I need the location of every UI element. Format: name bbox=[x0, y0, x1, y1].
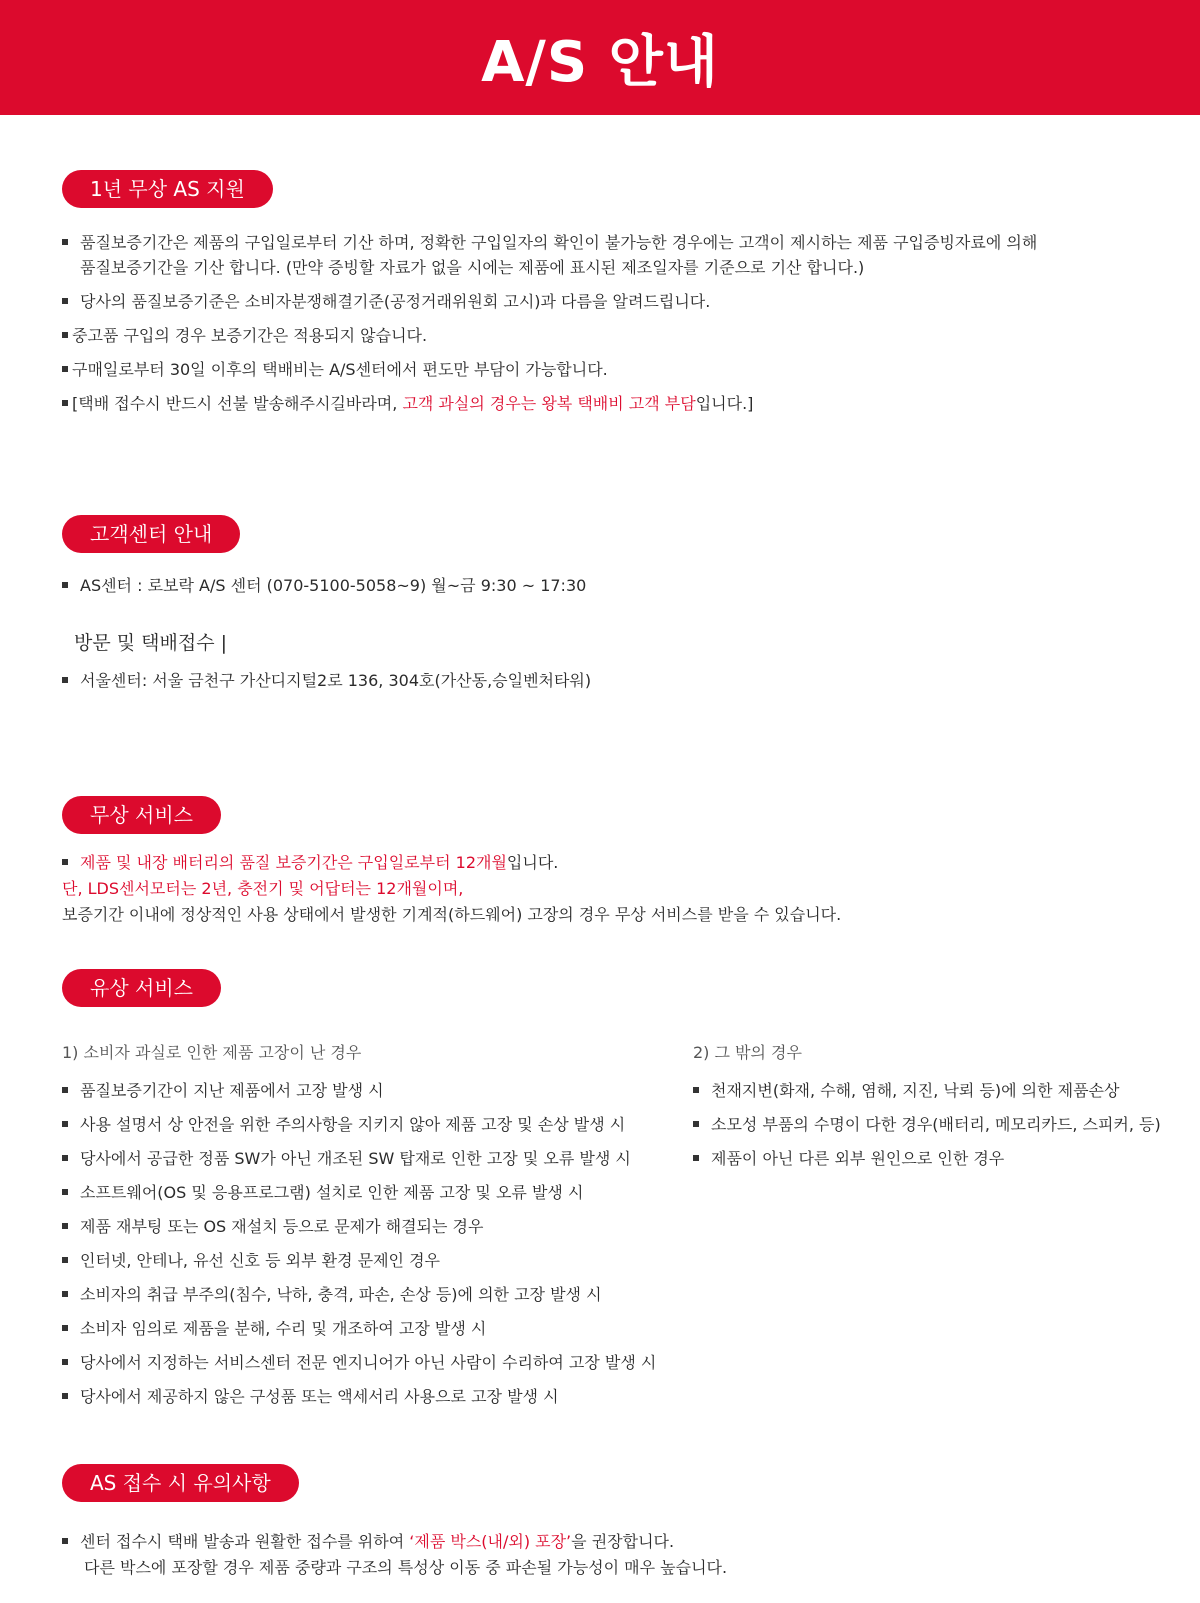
free-line-1: 제품 및 내장 배터리의 품질 보증기간은 구입일로부터 12개월입니다. bbox=[62, 850, 558, 875]
list-item-continuation: 품질보증기간을 기산 합니다. (만약 증빙할 자료가 없을 시에는 제품에 표시된 제조일자를 기준으로 기산 합니다.) bbox=[80, 258, 865, 277]
section-label-notice: AS 접수 시 유의사항 bbox=[62, 1464, 299, 1502]
bullet-icon bbox=[62, 1291, 68, 1297]
bullet-icon bbox=[62, 582, 68, 588]
bullet-icon bbox=[62, 400, 68, 406]
bullet-icon bbox=[693, 1087, 699, 1093]
bullet-icon bbox=[62, 1155, 68, 1161]
list-item: 구매일로부터 30일 이후의 택배비는 A/S센터에서 편도만 부담이 가능합니다. bbox=[62, 357, 608, 382]
notice-line-2: 다른 박스에 포장할 경우 제품 중량과 구조의 특성상 이동 중 파손될 가능성이 매우 높습니다. bbox=[84, 1558, 728, 1577]
section-label-paid: 유상 서비스 bbox=[62, 969, 221, 1007]
list-item: 품질보증기간은 제품의 구입일로부터 기산 하며, 정확한 구입일자의 확인이 불가능한 경우에는 고객이 제시하는 제품 구입증빙자료에 의해 bbox=[62, 230, 1037, 255]
list-item: 소비자 임의로 제품을 분해, 수리 및 개조하여 고장 발생 시 bbox=[62, 1316, 486, 1341]
bullet-icon bbox=[693, 1155, 699, 1161]
list-item: 중고품 구입의 경우 보증기간은 적용되지 않습니다. bbox=[62, 323, 427, 348]
list-item: 소프트웨어(OS 및 응용프로그램) 설치로 인한 제품 고장 및 오류 발생 시 bbox=[62, 1180, 583, 1205]
paid-col1-title: 1) 소비자 과실로 인한 제품 고장이 난 경우 bbox=[62, 1043, 362, 1062]
list-item: [택배 접수시 반드시 선불 발송해주시길바라며, 고객 과실의 경우는 왕복 택배비 고객 부담입니다.] bbox=[62, 391, 753, 416]
list-item: 당사에서 지정하는 서비스센터 전문 엔지니어가 아닌 사람이 수리하여 고장 발생 시 bbox=[62, 1350, 656, 1375]
bullet-icon bbox=[62, 366, 68, 372]
bullet-icon bbox=[62, 332, 68, 338]
paid-col2-title: 2) 그 밖의 경우 bbox=[693, 1043, 802, 1062]
list-item-seoul-center: 서울센터: 서울 금천구 가산디지털2로 136, 304호(가산동,승일벤처타워) bbox=[62, 668, 591, 693]
notice-line-1: 센터 접수시 택배 발송과 원활한 접수를 위하여 ‘제품 박스(내/외) 포장’을 권장합니다. bbox=[62, 1529, 674, 1554]
title-banner bbox=[0, 0, 1200, 115]
bullet-icon bbox=[62, 1359, 68, 1365]
list-item: 인터넷, 안테나, 유선 신호 등 외부 환경 문제인 경우 bbox=[62, 1248, 440, 1273]
list-item: 제품이 아닌 다른 외부 원인으로 인한 경우 bbox=[693, 1146, 1004, 1171]
bullet-icon bbox=[62, 1538, 68, 1544]
list-item: 당사에서 제공하지 않은 구성품 또는 액세서리 사용으로 고장 발생 시 bbox=[62, 1384, 559, 1409]
section-label-free: 무상 서비스 bbox=[62, 796, 221, 834]
free-line-3: 보증기간 이내에 정상적인 사용 상태에서 발생한 기계적(하드웨어) 고장의 경우 무상 서비스를 받을 수 있습니다. bbox=[62, 905, 842, 924]
list-item-as-center: AS센터 : 로보락 A/S 센터 (070-5100-5058~9) 월~금 9:30 ~ 17:30 bbox=[62, 573, 586, 598]
section-label-warranty: 1년 무상 AS 지원 bbox=[62, 170, 273, 208]
page-title: A/S 안내 bbox=[481, 29, 719, 95]
list-item: 당사에서 공급한 정품 SW가 아닌 개조된 SW 탑재로 인한 고장 및 오류 발생 시 bbox=[62, 1146, 631, 1171]
bullet-icon bbox=[62, 1121, 68, 1127]
visit-label: 방문 및 택배접수 | bbox=[74, 632, 227, 654]
bullet-icon bbox=[62, 1393, 68, 1399]
bullet-icon bbox=[62, 1325, 68, 1331]
bullet-icon bbox=[62, 298, 68, 304]
bullet-icon bbox=[62, 1223, 68, 1229]
list-item: 소모성 부품의 수명이 다한 경우(배터리, 메모리카드, 스피커, 등) bbox=[693, 1112, 1161, 1137]
bullet-icon bbox=[62, 1189, 68, 1195]
bullet-icon bbox=[62, 1257, 68, 1263]
list-item: 사용 설명서 상 안전을 위한 주의사항을 지키지 않아 제품 고장 및 손상 발생 시 bbox=[62, 1112, 625, 1137]
list-item: 품질보증기간이 지난 제품에서 고장 발생 시 bbox=[62, 1078, 384, 1103]
free-line-2: 단, LDS센서모터는 2년, 충전기 및 어답터는 12개월이며, bbox=[62, 879, 464, 898]
list-item: 제품 재부팅 또는 OS 재설치 등으로 문제가 해결되는 경우 bbox=[62, 1214, 483, 1239]
highlight-text: ‘제품 박스(내/외) 포장’ bbox=[409, 1532, 572, 1551]
bullet-icon bbox=[62, 1087, 68, 1093]
section-label-center: 고객센터 안내 bbox=[62, 515, 240, 553]
bullet-icon bbox=[62, 239, 68, 245]
bullet-icon bbox=[62, 859, 68, 865]
bullet-icon bbox=[693, 1121, 699, 1127]
highlight-text: 고객 과실의 경우는 왕복 택배비 고객 부담 bbox=[402, 394, 696, 413]
list-item: 천재지변(화재, 수해, 염해, 지진, 낙뢰 등)에 의한 제품손상 bbox=[693, 1078, 1119, 1103]
bullet-icon bbox=[62, 677, 68, 683]
list-item: 소비자의 취급 부주의(침수, 낙하, 충격, 파손, 손상 등)에 의한 고장 발생 시 bbox=[62, 1282, 602, 1307]
list-item: 당사의 품질보증기준은 소비자분쟁해결기준(공정거래위원회 고시)과 다름을 알려드립니다. bbox=[62, 289, 710, 314]
